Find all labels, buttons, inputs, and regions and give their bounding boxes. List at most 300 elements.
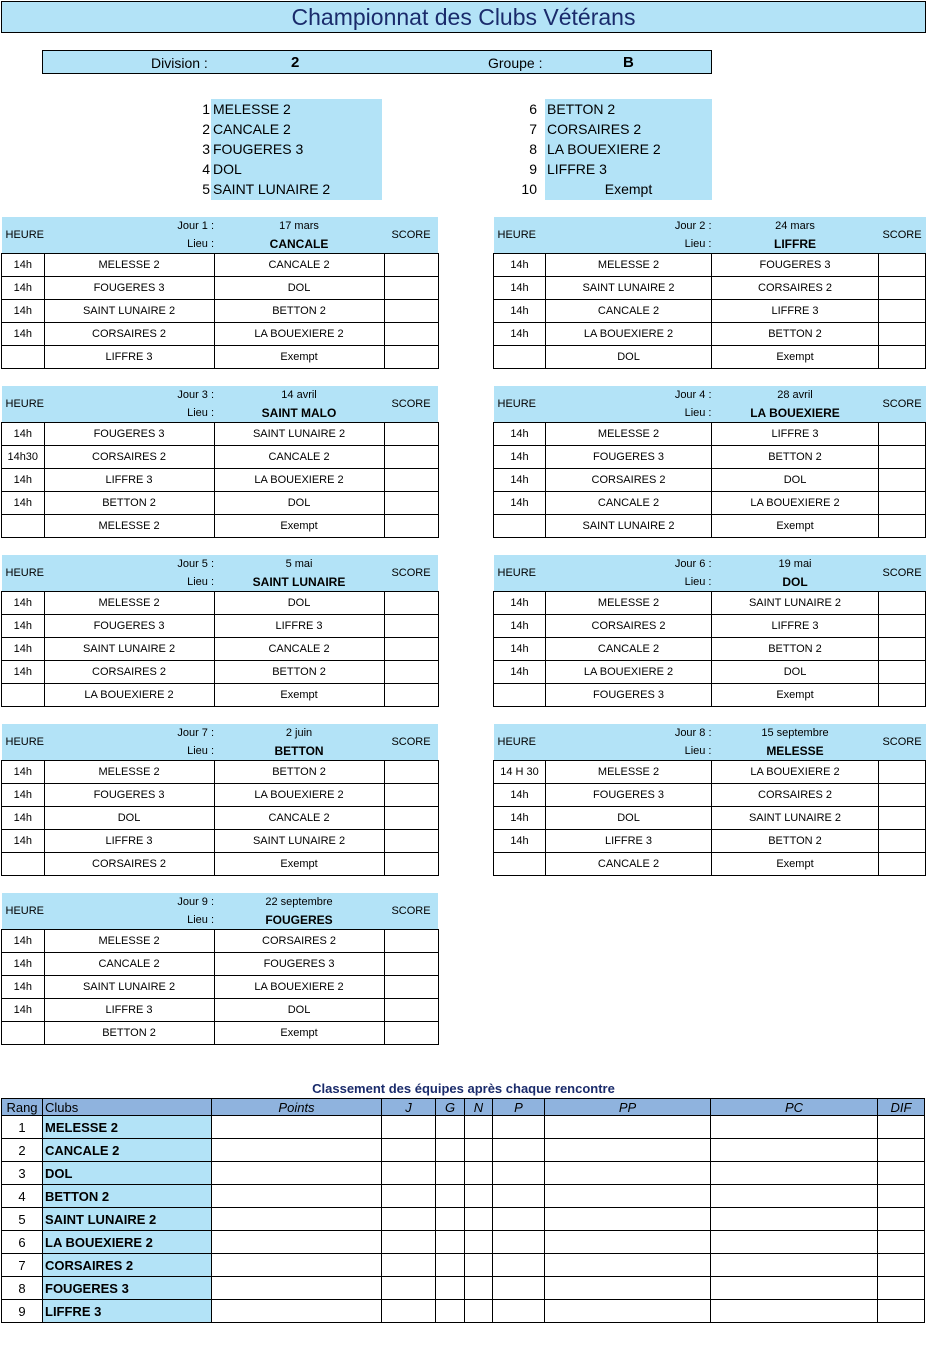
rank-number: 7 [2,1254,43,1277]
match-time: 14h [494,323,546,346]
home-team: FOUGERES 3 [44,277,214,300]
rank-stat-cell[interactable] [878,1185,925,1208]
match-row [494,300,926,323]
rank-stat-cell[interactable] [878,1208,925,1231]
division-value: 2 [291,54,300,71]
home-team: MELESSE 2 [44,254,214,277]
score-cell[interactable] [384,469,438,492]
score-cell[interactable] [384,323,438,346]
rank-stat-cell[interactable] [878,1116,925,1139]
lieu-label: Lieu : [187,914,215,926]
rank-stat-cell[interactable] [493,1277,545,1300]
rank-stat-cell[interactable] [465,1139,493,1162]
score-cell[interactable] [384,277,438,300]
away-team: Exempt [712,515,879,538]
rank-stat-cell[interactable] [436,1116,465,1139]
ranking-header: G [436,1099,465,1116]
day-venue: SAINT MALO [261,406,337,420]
rank-stat-cell[interactable] [711,1185,878,1208]
away-team: Exempt [712,853,879,876]
rank-stat-cell[interactable] [545,1231,711,1254]
away-team: BETTON 2 [712,323,879,346]
rank-stat-cell[interactable] [382,1116,436,1139]
jour-label: Jour 6 : [674,558,712,570]
score-cell[interactable] [384,300,438,323]
match-row [2,784,439,807]
ranking-row [2,1185,925,1208]
rank-stat-cell[interactable] [545,1116,711,1139]
score-cell[interactable] [879,277,926,300]
match-row [494,684,926,707]
day-venue: CANCALE [269,237,329,251]
rank-stat-cell[interactable] [382,1208,436,1231]
home-team: LA BOUEXIERE 2 [546,661,712,684]
rank-stat-cell[interactable] [711,1116,878,1139]
rank-stat-cell[interactable] [382,1162,436,1185]
team-name: DOL [213,161,242,177]
home-team: FOUGERES 3 [546,784,712,807]
rank-stat-cell[interactable] [711,1139,878,1162]
score-cell[interactable] [384,661,438,684]
score-header: SCORE [384,217,438,254]
match-row [494,323,926,346]
rank-stat-cell[interactable] [711,1300,878,1323]
away-team: DOL [214,592,384,615]
match-time: 14h [2,323,45,346]
rank-stat-cell[interactable] [212,1277,382,1300]
home-team: MELESSE 2 [546,592,712,615]
match-row [2,830,439,853]
team-number: 1 [202,101,210,117]
score-cell[interactable] [384,853,438,876]
rank-stat-cell[interactable] [493,1300,545,1323]
rank-stat-cell[interactable] [382,1254,436,1277]
match-row [2,323,439,346]
score-cell[interactable] [879,638,926,661]
away-team: DOL [214,492,384,515]
score-cell[interactable] [384,515,438,538]
rank-stat-cell[interactable] [545,1254,711,1277]
home-team: CANCALE 2 [546,638,712,661]
rank-stat-cell[interactable] [465,1300,493,1323]
away-team: FOUGERES 3 [214,953,384,976]
home-team: FOUGERES 3 [44,784,214,807]
score-cell[interactable] [384,976,438,999]
rank-stat-cell[interactable] [711,1162,878,1185]
rank-club: SAINT LUNAIRE 2 [43,1208,212,1231]
score-cell[interactable] [879,807,926,830]
score-cell[interactable] [384,446,438,469]
home-team: MELESSE 2 [546,761,712,784]
team-name: CORSAIRES 2 [547,121,642,137]
match-time: 14 H 30 [494,761,546,784]
score-cell[interactable] [384,830,438,853]
lieu-label: Lieu : [187,238,215,250]
score-cell[interactable] [384,999,438,1022]
team-name: FOUGERES 3 [213,141,304,157]
home-team: BETTON 2 [44,1022,214,1045]
match-time: 14h [494,807,546,830]
day-table [1,217,439,369]
score-cell[interactable] [879,300,926,323]
day-date: 17 mars [279,220,319,232]
match-row [494,515,926,538]
group-label: Groupe : [488,55,543,71]
match-row [2,423,439,446]
score-header: SCORE [879,724,926,761]
match-row [2,853,439,876]
match-time: 14h [2,592,45,615]
rank-stat-cell[interactable] [545,1300,711,1323]
score-header: SCORE [384,724,438,761]
score-cell[interactable] [879,423,926,446]
home-team: DOL [546,807,712,830]
rank-stat-cell[interactable] [493,1231,545,1254]
away-team: LIFFRE 3 [712,300,879,323]
rank-stat-cell[interactable] [878,1231,925,1254]
away-team: LIFFRE 3 [712,615,879,638]
score-cell[interactable] [384,684,438,707]
rank-stat-cell[interactable] [436,1208,465,1231]
rank-stat-cell[interactable] [465,1116,493,1139]
rank-stat-cell[interactable] [493,1254,545,1277]
away-team: SAINT LUNAIRE 2 [214,423,384,446]
rank-stat-cell[interactable] [711,1231,878,1254]
rank-stat-cell[interactable] [212,1231,382,1254]
away-team: DOL [712,661,879,684]
home-team: LA BOUEXIERE 2 [44,684,214,707]
rank-stat-cell[interactable] [493,1139,545,1162]
score-cell[interactable] [384,492,438,515]
day-venue: MELESSE [766,744,824,758]
rank-stat-cell[interactable] [436,1254,465,1277]
ranking-row [2,1300,925,1323]
rank-stat-cell[interactable] [711,1208,878,1231]
ranking-row [2,1116,925,1139]
rank-club: MELESSE 2 [43,1116,212,1139]
match-time: 14h [494,830,546,853]
rank-stat-cell[interactable] [465,1162,493,1185]
match-row [2,638,439,661]
rank-stat-cell[interactable] [212,1254,382,1277]
team-name: Exempt [604,181,653,197]
ranking-row [2,1254,925,1277]
match-row [2,492,439,515]
rank-number: 2 [2,1139,43,1162]
rank-stat-cell[interactable] [711,1277,878,1300]
rank-club: LIFFRE 3 [43,1300,212,1323]
rank-stat-cell[interactable] [878,1277,925,1300]
rank-stat-cell[interactable] [436,1231,465,1254]
heure-header: HEURE [2,555,45,592]
match-row [494,469,926,492]
score-cell[interactable] [384,592,438,615]
team-number: 7 [529,121,537,137]
away-team: LIFFRE 3 [712,423,879,446]
day-venue: DOL [782,575,808,589]
rank-stat-cell[interactable] [436,1300,465,1323]
rank-stat-cell[interactable] [212,1185,382,1208]
score-cell[interactable] [384,953,438,976]
ranking-header: P [493,1099,545,1116]
match-row [2,346,439,369]
score-header: SCORE [384,893,438,930]
team-name: LIFFRE 3 [547,161,607,177]
home-team: CORSAIRES 2 [44,323,214,346]
score-cell[interactable] [384,423,438,446]
rank-stat-cell[interactable] [465,1231,493,1254]
day-venue: FOUGERES [265,913,333,927]
rank-stat-cell[interactable] [212,1300,382,1323]
home-team: LIFFRE 3 [44,830,214,853]
rank-stat-cell[interactable] [545,1139,711,1162]
match-time: 14h [2,761,45,784]
match-row [494,853,926,876]
score-cell[interactable] [384,615,438,638]
match-time: 14h [494,615,546,638]
away-team: CANCALE 2 [214,638,384,661]
away-team: BETTON 2 [712,638,879,661]
away-team: Exempt [214,1022,384,1045]
rank-stat-cell[interactable] [382,1139,436,1162]
day-date: 19 mai [778,558,812,570]
ranking-row [2,1162,925,1185]
rank-stat-cell[interactable] [382,1300,436,1323]
ranking-row [2,1277,925,1300]
rank-stat-cell[interactable] [465,1208,493,1231]
day-table [493,386,926,538]
match-time: 14h [2,830,45,853]
match-row [2,254,439,277]
team-number: 9 [529,161,537,177]
match-row [494,661,926,684]
heure-header: HEURE [494,724,546,761]
away-team: LIFFRE 3 [214,615,384,638]
rank-stat-cell[interactable] [212,1208,382,1231]
jour-label: Jour 5 : [177,558,215,570]
team-number: 10 [521,181,537,197]
day-venue: SAINT LUNAIRE [252,575,346,589]
rank-stat-cell[interactable] [493,1208,545,1231]
score-cell[interactable] [879,492,926,515]
rank-number: 3 [2,1162,43,1185]
match-row [2,684,439,707]
lieu-label: Lieu : [684,745,712,757]
score-cell[interactable] [879,592,926,615]
away-team: Exempt [214,853,384,876]
lieu-label: Lieu : [684,238,712,250]
score-cell[interactable] [384,807,438,830]
heure-header: HEURE [2,724,45,761]
team-number: 8 [529,141,537,157]
match-row [494,615,926,638]
rank-stat-cell[interactable] [465,1185,493,1208]
away-team: LA BOUEXIERE 2 [214,976,384,999]
rank-stat-cell[interactable] [436,1139,465,1162]
score-cell[interactable] [384,638,438,661]
division-bar [42,50,712,74]
rank-stat-cell[interactable] [878,1300,925,1323]
home-team: BETTON 2 [44,492,214,515]
match-time: 14h [2,930,45,953]
match-time: 14h [494,446,546,469]
match-time: 14h [2,492,45,515]
score-cell[interactable] [384,784,438,807]
match-time: 14h [2,469,45,492]
home-team: LIFFRE 3 [546,830,712,853]
match-time: 14h [2,615,45,638]
home-team: LIFFRE 3 [44,999,214,1022]
match-row [494,761,926,784]
home-team: FOUGERES 3 [44,423,214,446]
day-table [493,555,926,707]
away-team: CORSAIRES 2 [712,277,879,300]
away-team: CORSAIRES 2 [712,784,879,807]
match-row [494,784,926,807]
rank-stat-cell[interactable] [465,1254,493,1277]
score-cell[interactable] [384,761,438,784]
match-row [2,999,439,1022]
rank-stat-cell[interactable] [212,1162,382,1185]
away-team: CANCALE 2 [214,807,384,830]
team-name: MELESSE 2 [213,101,291,117]
score-cell[interactable] [879,784,926,807]
rank-stat-cell[interactable] [711,1254,878,1277]
rank-stat-cell[interactable] [878,1162,925,1185]
rank-club: CORSAIRES 2 [43,1254,212,1277]
score-header: SCORE [879,386,926,423]
match-time: 14h [494,638,546,661]
away-team: FOUGERES 3 [712,254,879,277]
lieu-label: Lieu : [684,576,712,588]
rank-number: 5 [2,1208,43,1231]
home-team: SAINT LUNAIRE 2 [44,638,214,661]
rank-stat-cell[interactable] [545,1208,711,1231]
rank-stat-cell[interactable] [493,1162,545,1185]
rank-stat-cell[interactable] [436,1162,465,1185]
match-time [494,515,546,538]
away-team: BETTON 2 [712,446,879,469]
team-name: LA BOUEXIERE 2 [547,141,661,157]
match-time: 14h [2,807,45,830]
jour-label: Jour 1 : [177,220,215,232]
team-number: 5 [202,181,210,197]
rank-stat-cell[interactable] [878,1139,925,1162]
group-value: B [623,54,634,71]
rank-stat-cell[interactable] [436,1277,465,1300]
ranking-header: Rang [2,1099,43,1116]
match-time: 14h [2,277,45,300]
away-team: LA BOUEXIERE 2 [214,469,384,492]
home-team: CORSAIRES 2 [546,615,712,638]
rank-stat-cell[interactable] [878,1254,925,1277]
match-time: 14h [2,784,45,807]
away-team: SAINT LUNAIRE 2 [214,830,384,853]
rank-stat-cell[interactable] [382,1231,436,1254]
score-cell[interactable] [879,853,926,876]
score-cell[interactable] [879,615,926,638]
ranking-row [2,1231,925,1254]
rank-stat-cell[interactable] [382,1185,436,1208]
score-cell[interactable] [384,1022,438,1045]
rank-stat-cell[interactable] [545,1277,711,1300]
match-row [494,254,926,277]
score-cell[interactable] [879,469,926,492]
match-row [2,1022,439,1045]
rank-stat-cell[interactable] [212,1139,382,1162]
away-team: BETTON 2 [214,661,384,684]
rank-stat-cell[interactable] [545,1185,711,1208]
jour-label: Jour 3 : [177,389,215,401]
rank-number: 4 [2,1185,43,1208]
rank-stat-cell[interactable] [436,1185,465,1208]
ranking-table [1,1098,925,1323]
score-cell[interactable] [879,446,926,469]
team-number: 6 [529,101,537,117]
score-cell[interactable] [879,346,926,369]
score-header: SCORE [384,555,438,592]
rank-stat-cell[interactable] [493,1185,545,1208]
home-team: SAINT LUNAIRE 2 [546,277,712,300]
score-cell[interactable] [879,684,926,707]
ranking-title: Classement des équipes après chaque rencontre [312,1081,615,1096]
away-team: DOL [214,277,384,300]
rank-stat-cell[interactable] [212,1116,382,1139]
home-team: CANCALE 2 [546,300,712,323]
day-date: 24 mars [775,220,815,232]
away-team: Exempt [214,684,384,707]
away-team: Exempt [214,346,384,369]
score-cell[interactable] [879,515,926,538]
match-row [2,615,439,638]
team-name: CANCALE 2 [213,121,291,137]
match-time: 14h [2,254,45,277]
score-cell[interactable] [384,254,438,277]
home-team: FOUGERES 3 [546,684,712,707]
rank-stat-cell[interactable] [493,1116,545,1139]
home-team: MELESSE 2 [44,592,214,615]
match-time [494,853,546,876]
score-cell[interactable] [879,323,926,346]
score-cell[interactable] [879,661,926,684]
score-cell[interactable] [384,346,438,369]
score-cell[interactable] [879,761,926,784]
home-team: MELESSE 2 [546,254,712,277]
score-cell[interactable] [879,830,926,853]
day-venue: LA BOUEXIERE [750,406,840,420]
match-time: 14h [2,300,45,323]
score-cell[interactable] [879,254,926,277]
home-team: LIFFRE 3 [44,469,214,492]
rank-stat-cell[interactable] [465,1277,493,1300]
match-row [2,515,439,538]
match-row [2,761,439,784]
jour-label: Jour 2 : [674,220,712,232]
rank-stat-cell[interactable] [545,1162,711,1185]
home-team: LIFFRE 3 [44,346,214,369]
rank-stat-cell[interactable] [382,1277,436,1300]
match-time: 14h [494,277,546,300]
rank-club: DOL [43,1162,212,1185]
team-name: SAINT LUNAIRE 2 [213,181,331,197]
away-team: CANCALE 2 [214,254,384,277]
score-cell[interactable] [384,930,438,953]
rank-club: CANCALE 2 [43,1139,212,1162]
heure-header: HEURE [2,386,45,423]
ranking-row [2,1139,925,1162]
match-row [494,277,926,300]
jour-label: Jour 4 : [674,389,712,401]
